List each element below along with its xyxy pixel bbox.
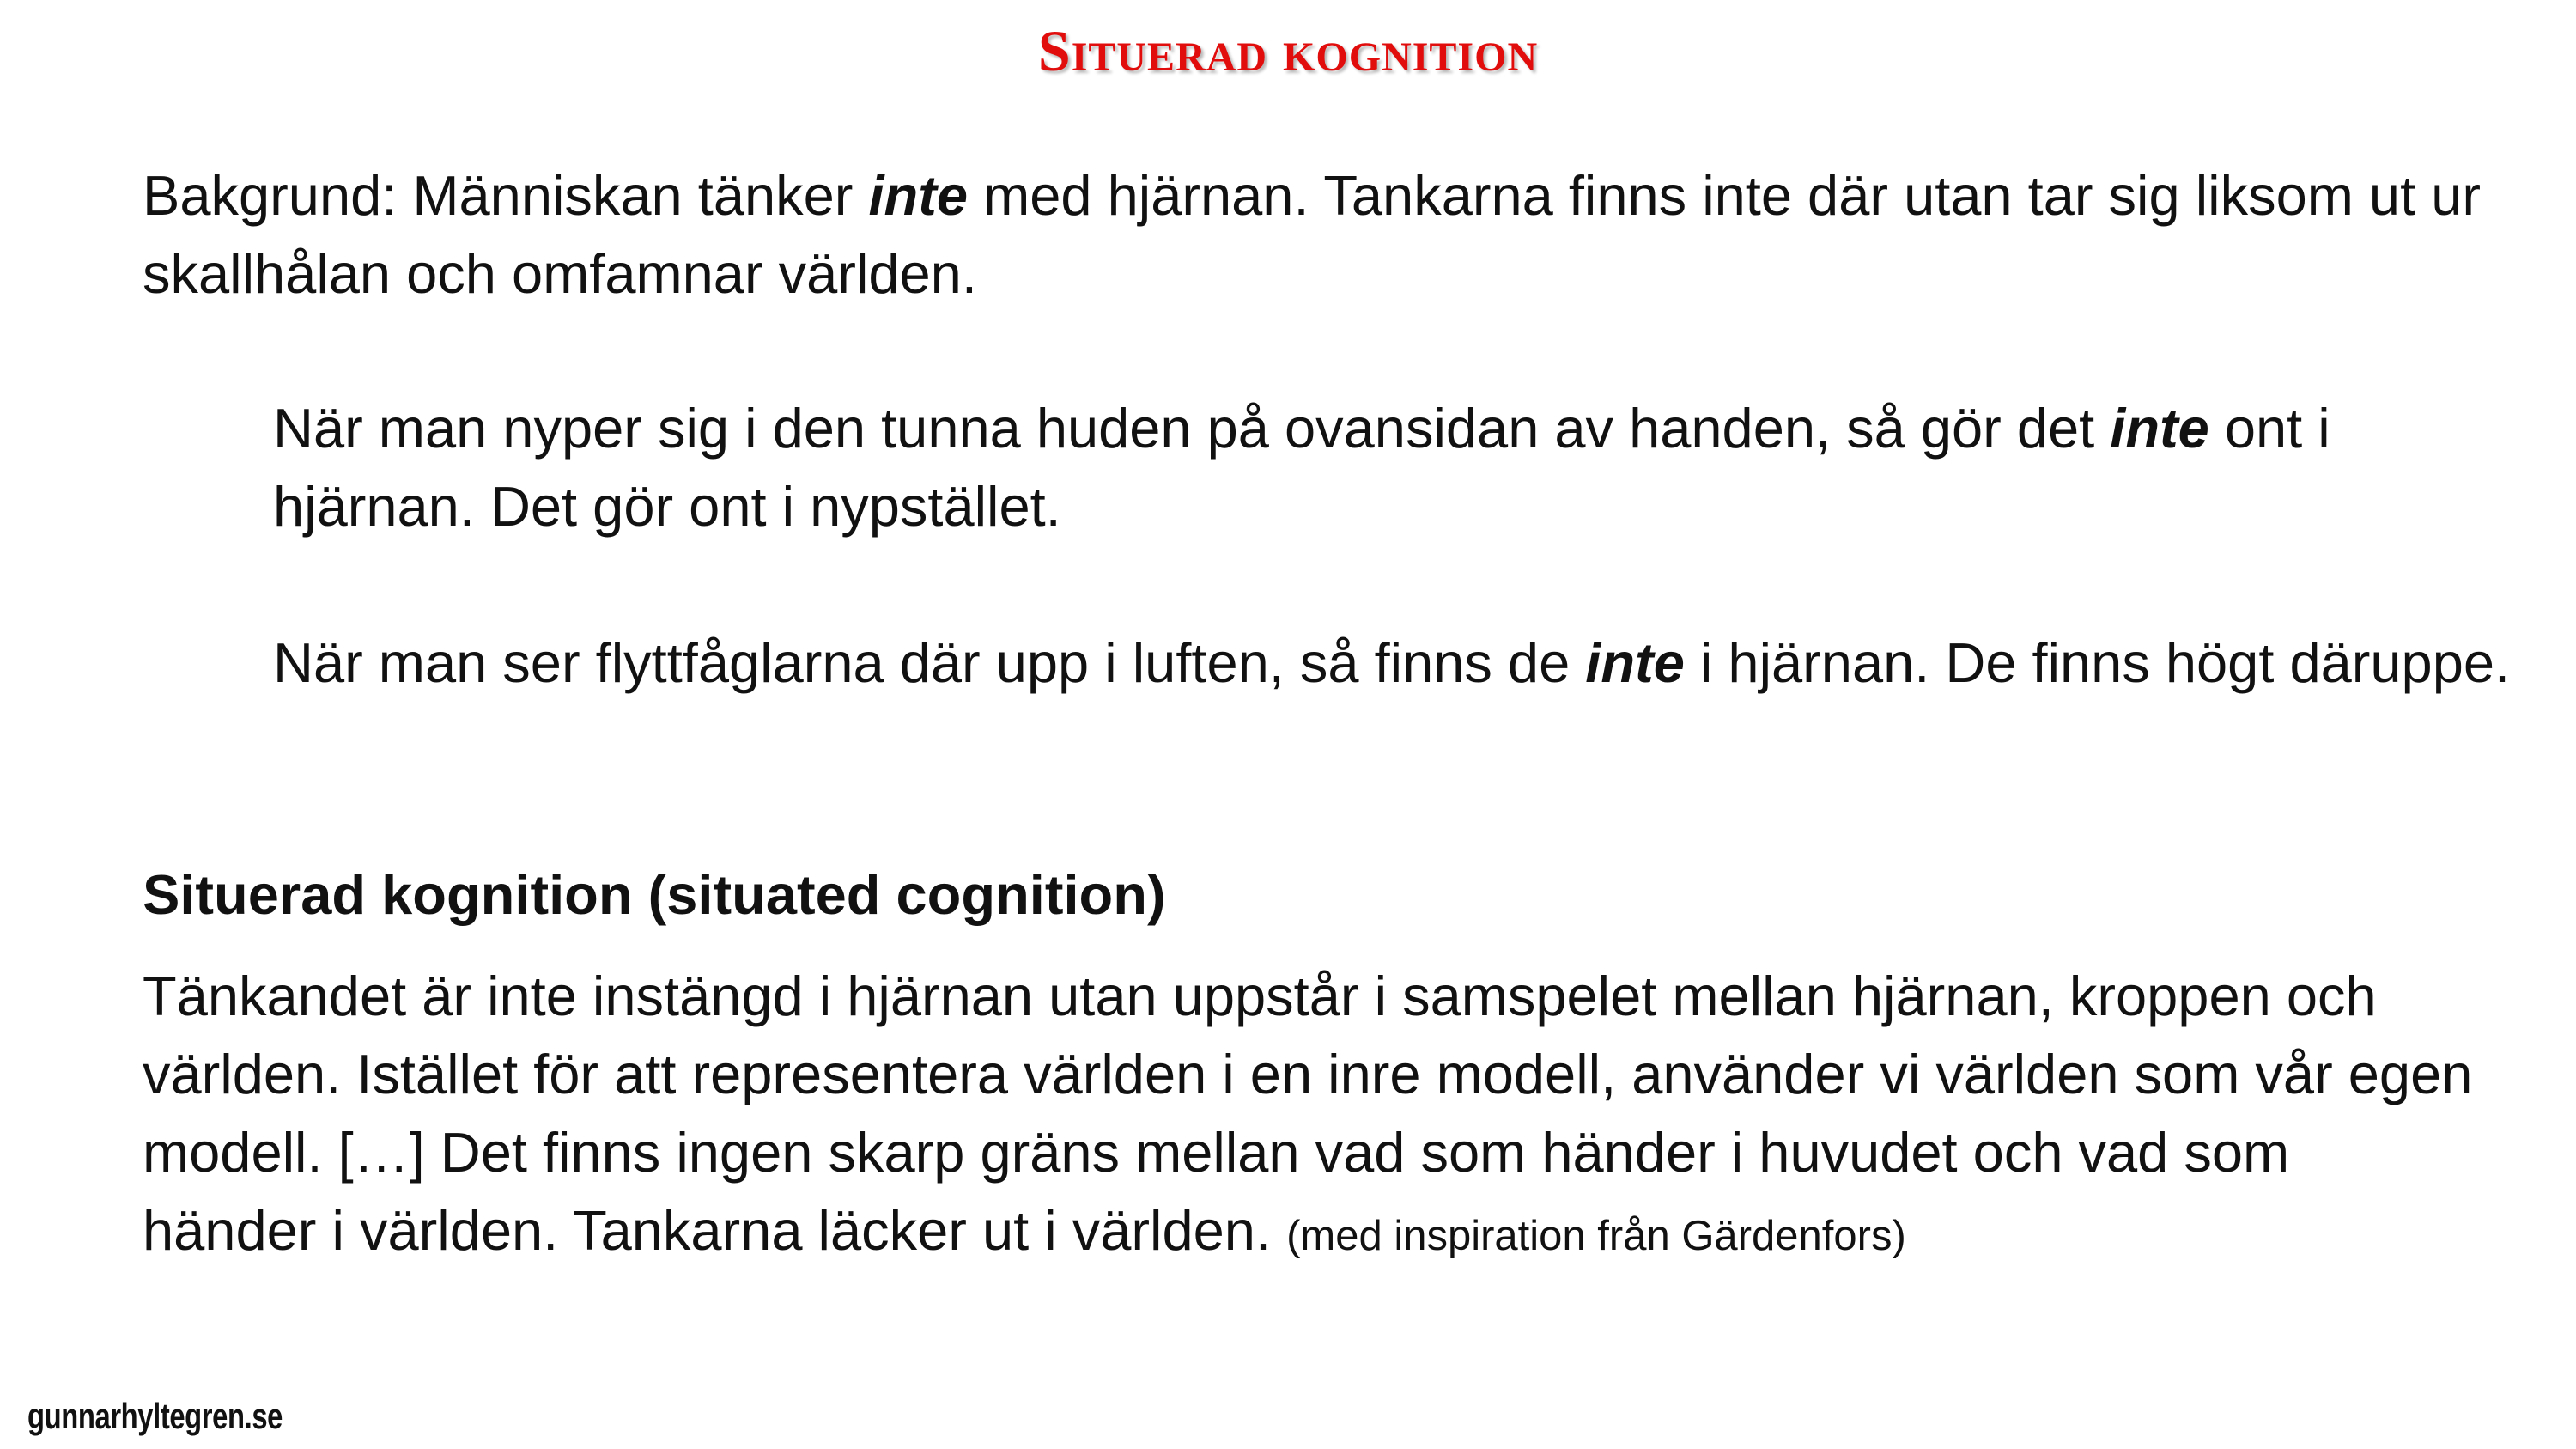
background-emphasis: inte [868, 164, 969, 227]
example-birds-text-end: i hjärnan. De finns högt däruppe. [1684, 631, 2511, 694]
example-birds-emphasis: inte [1585, 631, 1685, 694]
background-text-start: Bakgrund: Människan tänker [143, 164, 869, 227]
slide-title: Situerad kognition [1037, 18, 1539, 83]
source-note: (med inspiration från Gärdenfors) [1286, 1213, 1906, 1259]
background-text-end: med hjärnan. Tankarna finns inte där utan tar sig liksom ut ur skallhålan och omfamnar världen. [143, 164, 2481, 305]
definition-paragraph [143, 957, 2478, 1275]
background-paragraph [143, 156, 2504, 313]
example-pinch-text-start: När man nyper sig i den tunna huden på ovansidan av handen, så gör det [273, 397, 2111, 460]
example-birds-paragraph [273, 624, 2523, 702]
definition-text: Tänkandet är inte instängd i hjärnan utan uppstår i samspelet mellan hjärnan, kroppen och världen. Istället för att representera världen i en inre modell, använder vi världen som vår egen modell. […] Det finns ingen skarp gräns mellan vad som händer i huvudet och vad som händer i världen. Tankarna läcker ut i världen. [143, 965, 2473, 1262]
example-pinch-text-end: ont i hjärnan. Det gör ont i nypstället. [273, 397, 2330, 538]
footer-website: gunnarhyltegren.se [27, 1396, 283, 1436]
example-pinch-paragraph [273, 389, 2523, 545]
example-pinch-emphasis: inte [2110, 397, 2209, 460]
example-birds-text-start: När man ser flyttfåglarna där upp i luften, så finns de [273, 631, 1586, 694]
section-heading: Situerad kognition (situated cognition) [143, 863, 1166, 926]
